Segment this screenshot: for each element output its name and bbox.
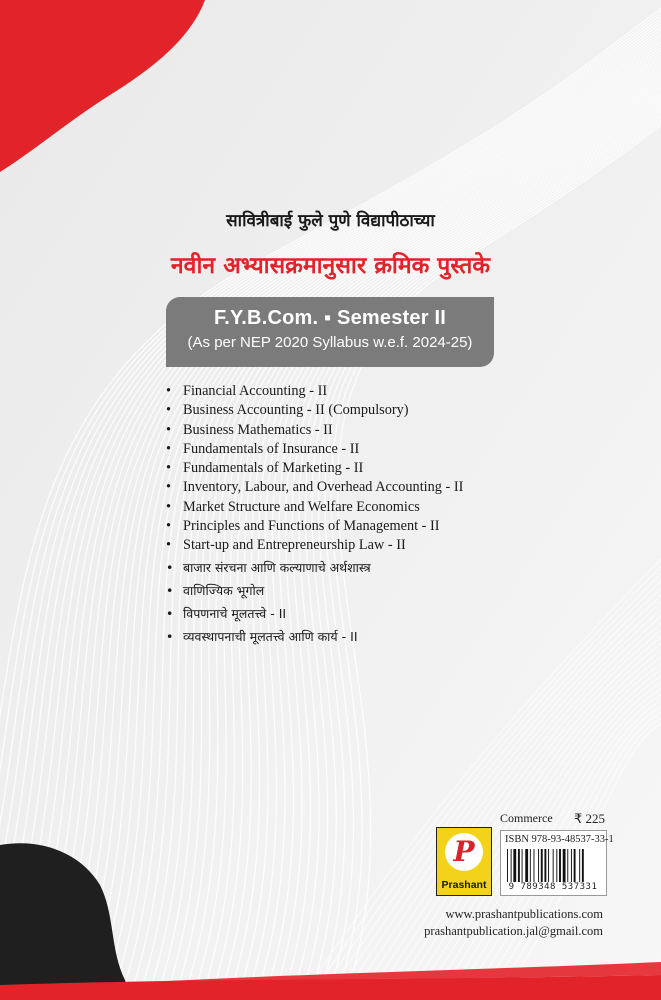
barcode-digits: 9 789348 537331 bbox=[508, 882, 598, 892]
logo-name: Prashant bbox=[441, 879, 487, 891]
list-item: • Business Accounting - II (Compulsory) bbox=[166, 401, 463, 420]
bullet-icon: • bbox=[166, 537, 172, 554]
list-item: • Market Structure and Welfare Economics bbox=[166, 498, 463, 517]
isbn-label: ISBN 978-93-48537-33-1 bbox=[505, 834, 614, 845]
list-item: • Inventory, Labour, and Overhead Accounting - II bbox=[166, 478, 463, 497]
semester-box bbox=[166, 297, 494, 367]
subject-list bbox=[166, 382, 463, 648]
list-item: • व्यवस्थापनाची मूलतत्त्वे आणि कार्य - II bbox=[166, 625, 463, 648]
price-label: ₹ 225 bbox=[573, 811, 605, 826]
list-item: • वाणिज्यिक भूगोल bbox=[166, 579, 463, 602]
semester-subtitle: (As per NEP 2020 Syllabus w.e.f. 2024-25) bbox=[187, 334, 473, 351]
list-item: • Start-up and Entrepreneurship Law - II bbox=[166, 536, 463, 555]
email-link[interactable]: prashantpublication.jal@gmail.com bbox=[424, 924, 603, 938]
semester-title: F.Y.B.Com. ▪ Semester II bbox=[214, 307, 446, 329]
bullet-icon: • bbox=[166, 402, 172, 419]
barcode-icon bbox=[505, 849, 601, 882]
bullet-icon: • bbox=[166, 498, 172, 515]
logo-mark bbox=[445, 833, 483, 871]
bullet-icon: • bbox=[166, 440, 172, 457]
list-item: • Financial Accounting - II bbox=[166, 382, 463, 401]
list-item: • Fundamentals of Insurance - II bbox=[166, 440, 463, 459]
bullet-icon: • bbox=[166, 383, 172, 399]
bullet-icon: • bbox=[166, 421, 172, 438]
list-item: • बाजार संरचना आणि कल्याणाचे अर्थशास्त्र bbox=[166, 556, 463, 579]
list-item: • Principles and Functions of Management - II bbox=[166, 517, 463, 536]
university-line: सावित्रीबाई फुले पुणे विद्यापीठाच्या bbox=[226, 211, 435, 231]
publisher-logo bbox=[436, 827, 492, 896]
bullet-icon: • bbox=[166, 582, 174, 598]
bullet-icon: • bbox=[166, 559, 174, 575]
list-item: • Fundamentals of Marketing - II bbox=[166, 459, 463, 478]
bullet-icon: • bbox=[166, 605, 174, 621]
bullet-icon: • bbox=[166, 460, 172, 477]
bullet-icon: • bbox=[166, 628, 174, 644]
category-label: Commerce bbox=[500, 811, 553, 825]
bullet-icon: • bbox=[166, 518, 172, 535]
syllabus-line: नवीन अभ्यासक्रमानुसार क्रमिक पुस्तके bbox=[170, 253, 491, 279]
isbn-box bbox=[500, 830, 614, 896]
list-item: • विपणनाचे मूलतत्त्वे - II bbox=[166, 602, 463, 625]
bullet-icon: • bbox=[166, 479, 172, 496]
logo-letter: P bbox=[453, 835, 475, 868]
list-item: • Business Mathematics - II bbox=[166, 421, 463, 440]
website-link[interactable]: www.prashantpublications.com bbox=[445, 907, 603, 921]
